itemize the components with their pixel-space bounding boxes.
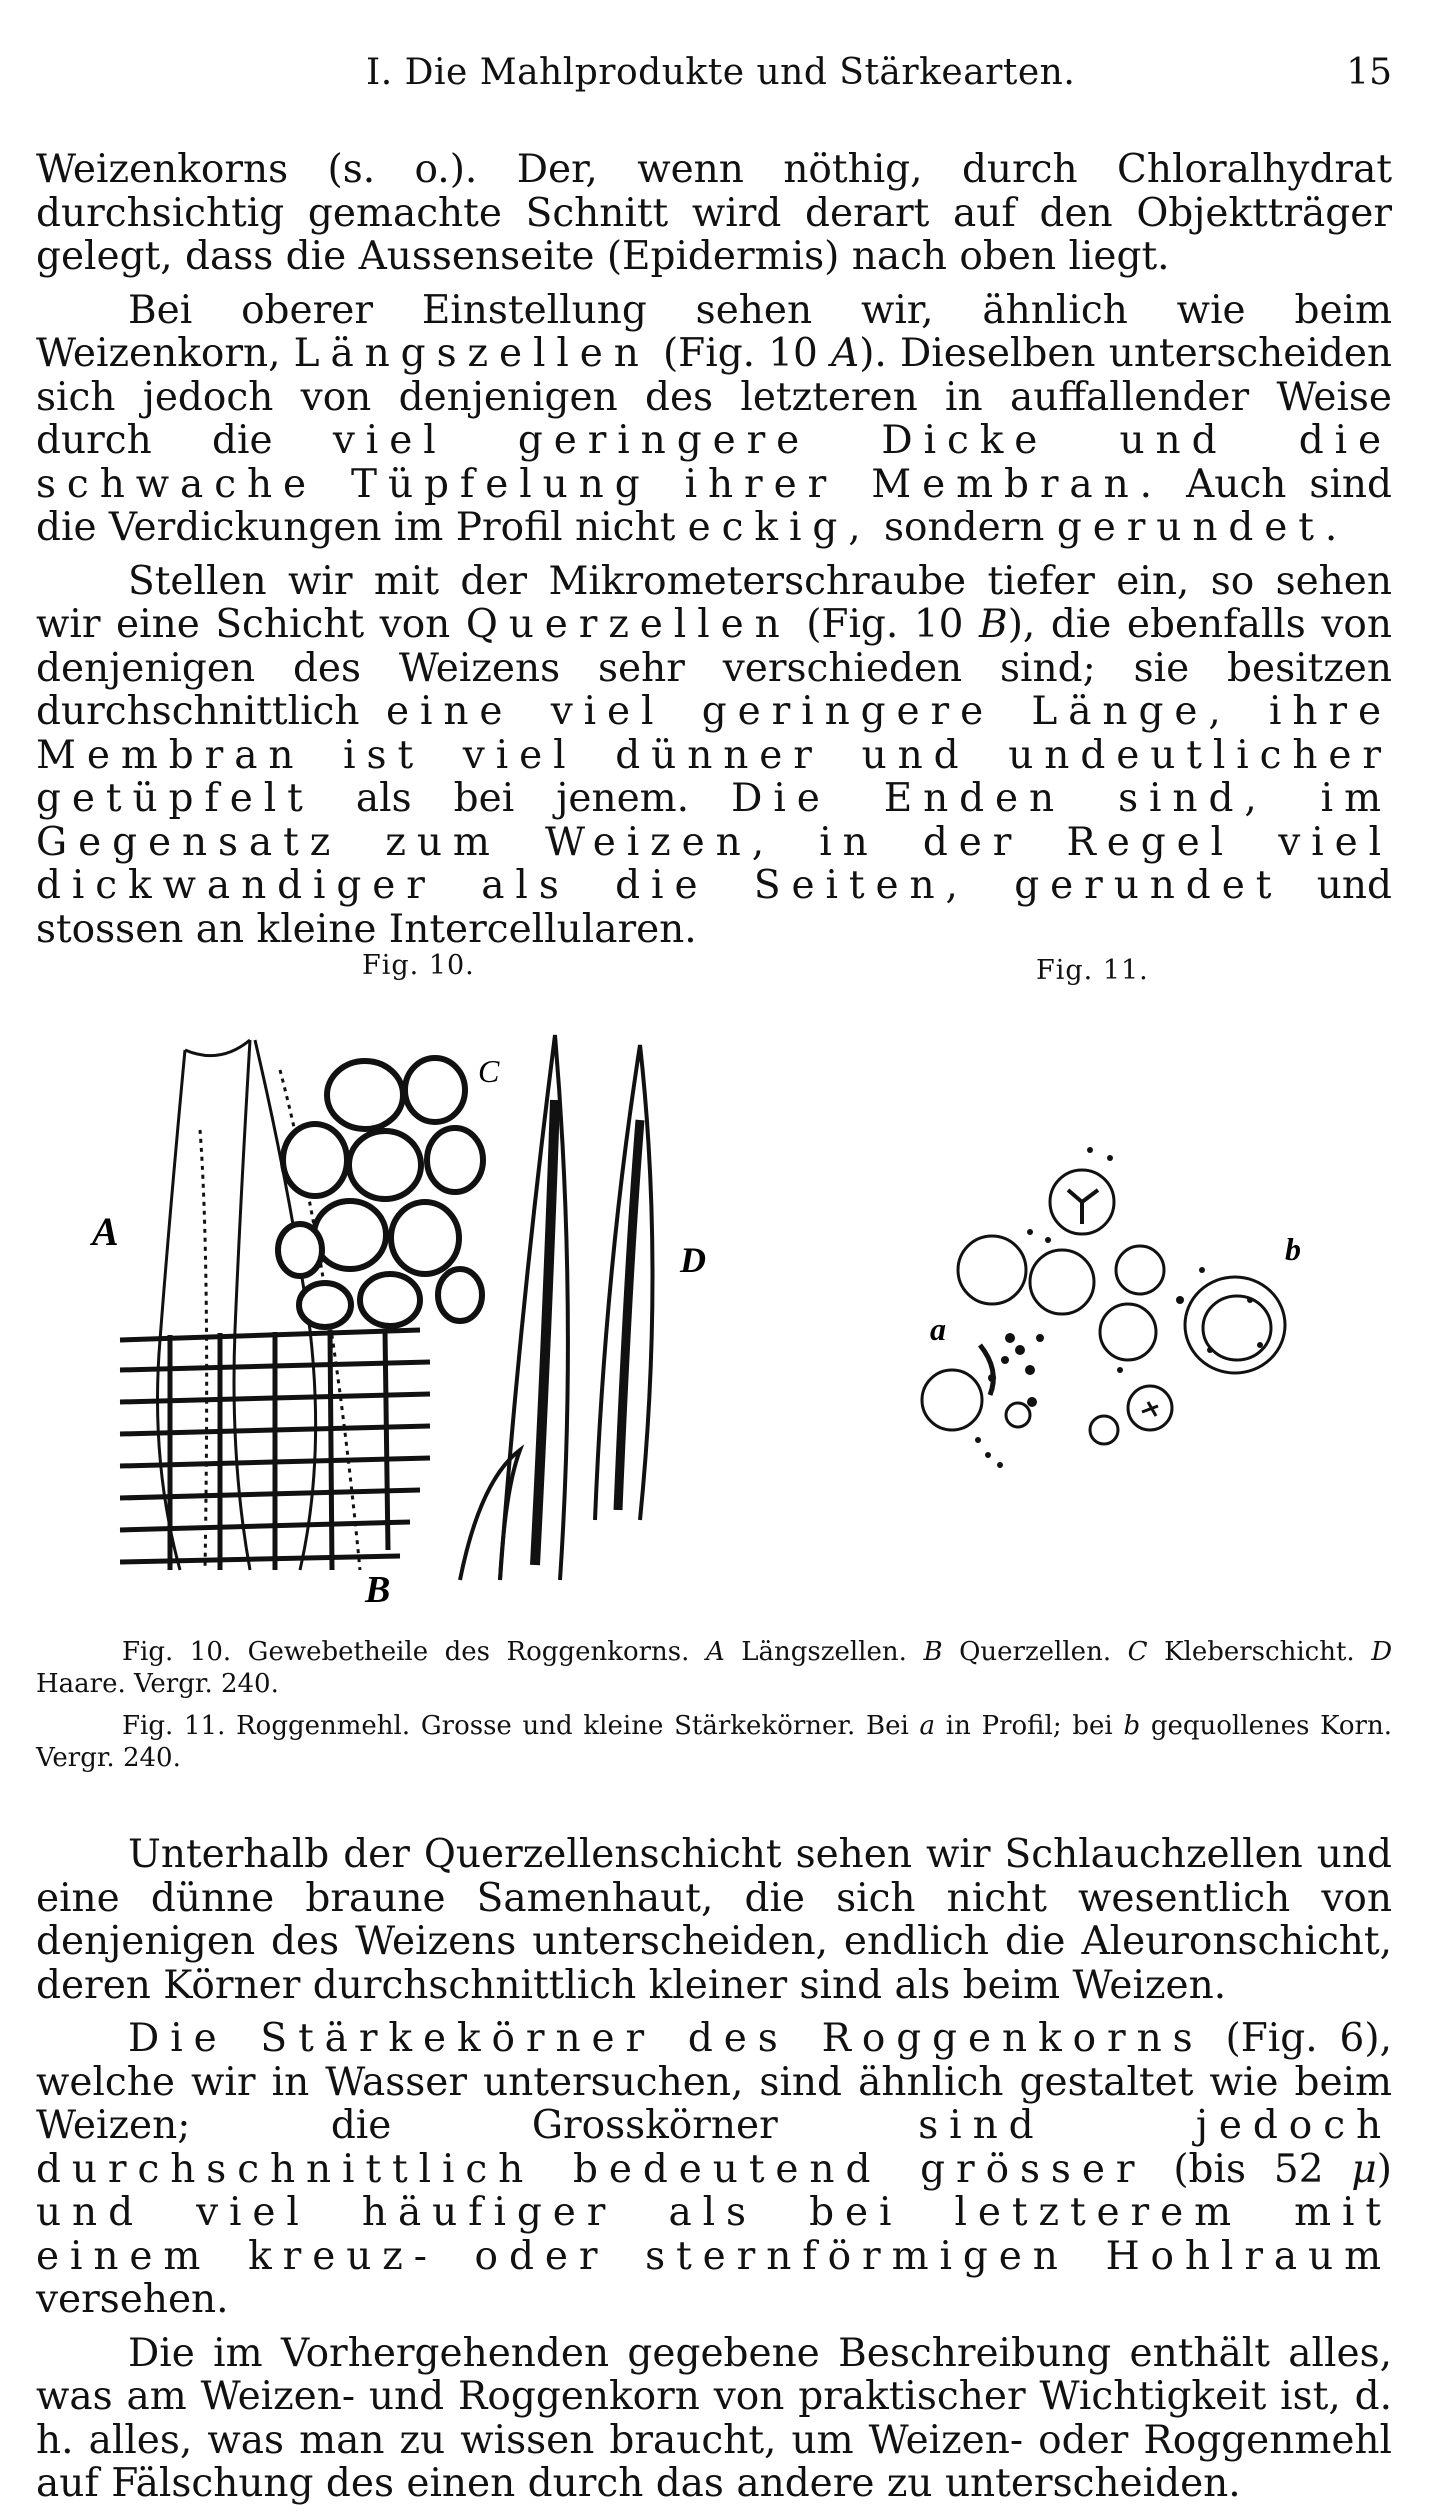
fig11-small-granules [975, 1147, 1263, 1468]
fig10-title: Fig. 10. [362, 950, 475, 981]
caption-fig11: Fig. 11. Roggenmehl. Grosse und kleine Stärkekörner. Bei a in Profil; bei b gequollenes Korn. Vergr. 240. [36, 1711, 1392, 1773]
page-number: 15 [1346, 52, 1392, 93]
fig10-transverse-cells [120, 1330, 430, 1570]
fig10-label-d: D [680, 1240, 706, 1280]
fig10-label-a: A [92, 1209, 119, 1254]
text-block-top [36, 148, 1392, 961]
paragraph-3: Stellen wir mit der Mikrometerschraube tiefer ein, so sehen wir eine Schicht von Querzellen (Fig. 10 B), die ebenfalls von denjenigen des Weizens sehr verschieden sind; sie besitzen durchschnittlich eine viel geringere Länge, ihre Membran ist viel dünner und undeutlicher getüpfelt als bei jenem. Die Enden sind, im Gegensatz zum Weizen, in der Regel viel dickwandiger als die Seiten, gerundet und stossen an kleine Intercellularen. [36, 558, 1392, 952]
fig10-label-b: B [365, 1569, 391, 1611]
fig11-label-a: a [930, 1311, 946, 1347]
fig11-illustration [880, 1120, 1320, 1500]
paragraph-6: Die im Vorhergehenden gegebene Beschreibung enthält alles, was am Weizen- und Roggenkorn von praktischer Wichtigkeit ist, d. h. alles, was man zu wissen braucht, um Weizen- oder Roggenmehl auf Fälschung des einen durch das andere zu unterscheiden. [36, 2330, 1392, 2506]
paragraph-2: Bei oberer Einstellung sehen wir, ähnlich wie beim Weizenkorn, Längszellen (Fig. 10 A). Dieselben unterscheiden sich jedoch von denjenigen des letzteren in auffallender Weise durch die viel geringere Dicke und die schwache Tüpfelung ihrer Membran. Auch sind die Verdickungen im Profil nicht eckig, sondern gerundet. [36, 287, 1393, 550]
figure-captions [36, 1636, 1392, 1784]
fig10-label-c: C [478, 1053, 500, 1089]
fig11-label-b: b [1285, 1231, 1301, 1267]
fig10-illustration [92, 1010, 740, 1611]
paragraph-4: Unterhalb der Querzellenschicht sehen wir Schlauchzellen und eine dünne braune Samenhaut, die sich nicht wesentlich von denjenigen des Weizens unterscheiden, endlich die Aleuronschicht, deren Körner durchschnittlich kleiner sind als beim Weizen. [36, 1832, 1392, 2008]
text-block-bottom [36, 1833, 1392, 2516]
fig10-hairs [460, 1035, 653, 1580]
fig11-title: Fig. 11. [1036, 955, 1149, 986]
paragraph-1: Weizenkorns (s. o.). Der, wenn nöthig, durch Chloralhydrat durchsichtig gemachte Schnitt wird derart auf den Objektträger gelegt, dass die Aussenseite (Epidermis) nach oben liegt. [36, 147, 1392, 279]
fig10-aleurone-cells [278, 1058, 483, 1327]
page-header [36, 52, 1392, 102]
paragraph-5: Die Stärkekörner des Roggenkorns (Fig. 6), welche wir in Wasser untersuchen, sind ähnlich gestaltet wie beim Weizen; die Grosskörner sind jedoch durchschnittlich bedeutend grösser (bis 52 μ) und viel häufiger als bei letzterem mit einem kreuz- oder sternförmigen Hohlraum versehen. [36, 2016, 1393, 2322]
fig11-starch-grains [922, 1170, 1285, 1444]
caption-fig10: Fig. 10. Gewebetheile des Roggenkorns. A Längszellen. B Querzellen. C Kleberschicht. D Haare. Vergr. 240. [36, 1637, 1393, 1699]
running-title: I. Die Mahlprodukte und Stärkearten. [366, 52, 1076, 93]
